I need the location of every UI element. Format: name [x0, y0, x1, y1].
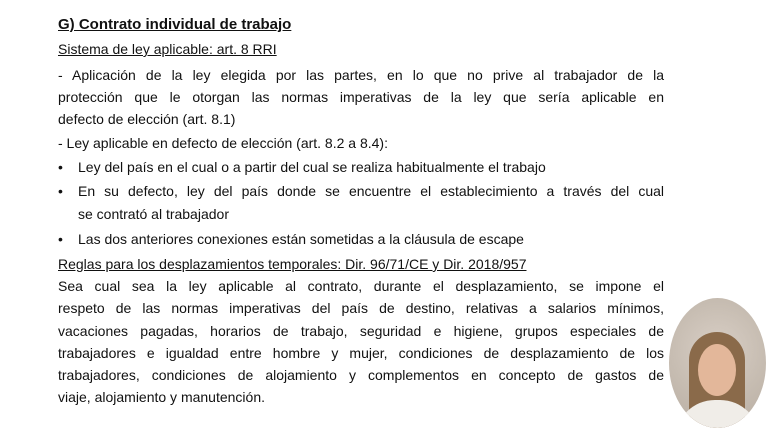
bullet-item: [58, 158, 664, 176]
bullet-item: [58, 230, 664, 248]
paragraph-line: trabajadores e igualdad entre hombre y mujer, condiciones de desplazamiento de los: [58, 345, 664, 361]
paragraph-line: defecto de elección (art. 8.1): [58, 111, 236, 127]
paragraph-line: - Ley aplicable en defecto de elección (art. 8.2 a 8.4):: [58, 135, 388, 151]
presenter-webcam: [669, 298, 766, 428]
presenter-face: [698, 344, 736, 396]
bullet-text: Ley del país en el cual o a partir del cual se realiza habitualmente el trabajo: [78, 159, 546, 175]
bullet-icon: •: [58, 231, 63, 247]
bullet-text: En su defecto, ley del país donde se encuentre el establecimiento a través del cual: [78, 183, 664, 199]
paragraph-line: vacaciones pagadas, horarios de trabajo, seguridad e higiene, grupos especiales de: [58, 323, 664, 339]
bullet-item: [58, 182, 664, 200]
bullet-icon: •: [58, 159, 63, 175]
section-heading-law: Sistema de ley aplicable: art. 8 RRI: [58, 41, 277, 57]
bullet-icon: •: [58, 183, 63, 199]
paragraph-line: protección que le otorgan las normas imperativas de la ley que sería aplicable en: [58, 89, 664, 105]
slide-title: G) Contrato individual de trabajo: [58, 16, 292, 33]
bullet-text: Las dos anteriores conexiones están sometidas a la cláusula de escape: [78, 231, 524, 247]
paragraph-line: respeto de las normas imperativas del país de destino, relativas a salarios mínimos,: [58, 300, 664, 316]
bullet-text-continued: se contrató al trabajador: [78, 206, 229, 222]
paragraph-line: - Aplicación de la ley elegida por las partes, en lo que no prive al trabajador de la: [58, 67, 664, 83]
paragraph-line: viaje, alojamiento y manutención.: [58, 389, 266, 405]
section-heading-postings: Reglas para los desplazamientos temporales: Dir. 96/71/CE y Dir. 2018/957: [58, 256, 527, 272]
presenter-body: [675, 400, 760, 428]
paragraph-line: trabajadores, condiciones de alojamiento y complementos en concepto de gastos de: [58, 367, 664, 383]
paragraph-line: Sea cual sea la ley aplicable al contrato, durante el desplazamiento, se impone el: [58, 278, 664, 294]
